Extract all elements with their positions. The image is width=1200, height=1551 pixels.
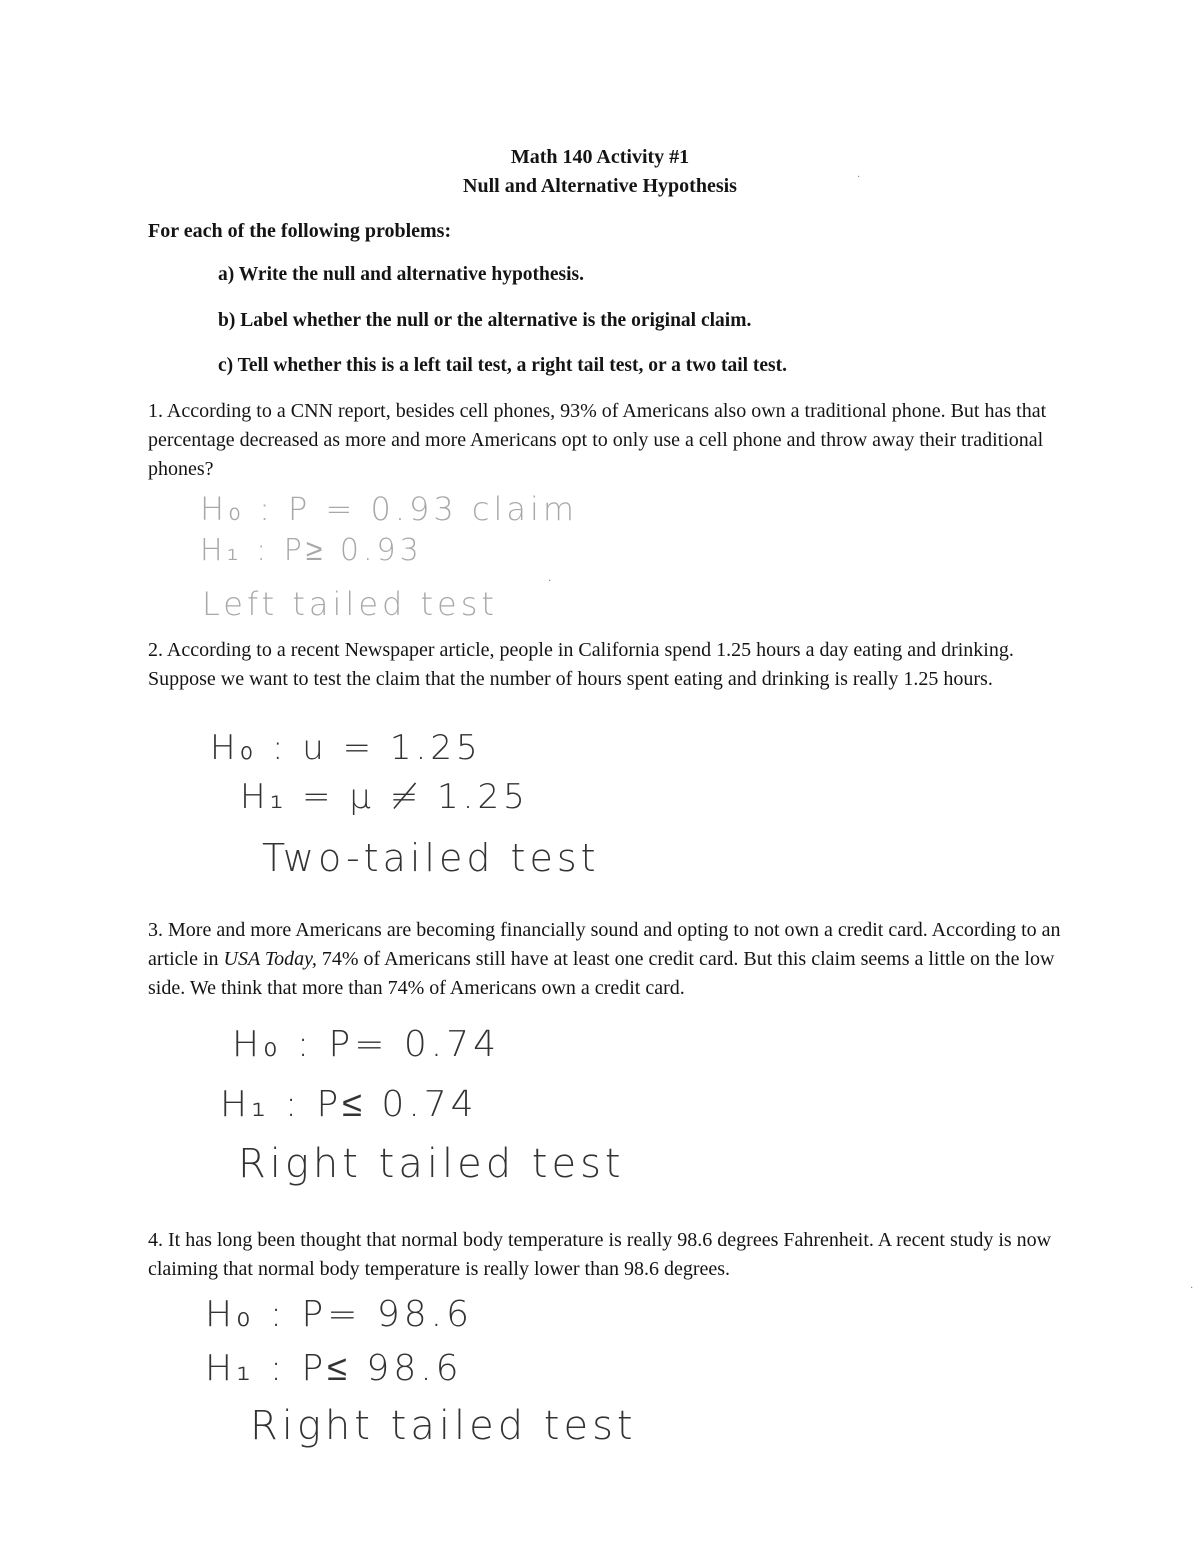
problem-3-alt-hypothesis: H₁ : P≤ 0.74 xyxy=(220,1084,478,1125)
problem-2-tail-type: Two-tailed test xyxy=(262,836,600,880)
worksheet-subtitle: Null and Alternative Hypothesis xyxy=(463,175,737,197)
problem-4-null-hypothesis: H₀ : P= 98.6 xyxy=(205,1294,473,1335)
problem-3-null-hypothesis: H₀ : P= 0.74 xyxy=(232,1024,500,1065)
problem-1-alt-hypothesis: H₁ : P≥ 0.93 xyxy=(200,533,423,568)
instructions-heading: For each of the following problems: xyxy=(148,220,452,242)
problem-1-text: 1. According to a CNN report, besides cell phones, 93% of Americans also own a traditional phone. But has that percentage decreased as more and more Americans opt to only use a cell phone and throw away their traditional phones? xyxy=(148,400,1047,480)
scan-speck: · xyxy=(548,576,552,587)
problem-4-tail-type: Right tailed test xyxy=(250,1403,637,1449)
problem-3-text-end: 74% of Americans still have at least one credit card. But this claim seems a little on the low side. We think that more than 74% of Americans own a credit card. xyxy=(148,948,1055,999)
problem-3-tail-type: Right tailed test xyxy=(238,1141,625,1187)
worksheet-title: Math 140 Activity #1 xyxy=(510,146,690,168)
problem-3-text-start: 3. More and more Americans are becoming financially sound and opting to not own a credit card. According to an article in xyxy=(148,919,1061,970)
problem-2-text: 2. According to a recent Newspaper article, people in California spend 1.25 hours a day eating and drinking. Suppose we want to test the claim that the number of hours spent eating and drinking is really 1.25 hours. xyxy=(148,639,1014,690)
problem-1-tail-type: Left tailed test xyxy=(202,585,498,623)
problem-3-publication: USA Today, xyxy=(223,948,317,970)
problem-4-text: 4. It has long been thought that normal body temperature is really 98.6 degrees Fahrenheit. A recent study is now claiming that normal body temperature is really lower than 98.6 degrees. xyxy=(148,1229,1052,1280)
problem-2-alt-hypothesis: H₁ = μ ≠ 1.25 xyxy=(240,777,529,817)
scan-speck: · xyxy=(1190,1283,1194,1294)
instruction-a: a) Write the null and alternative hypothesis. xyxy=(218,264,585,285)
scan-speck: · xyxy=(857,172,861,183)
problem-1-null-hypothesis: H₀ : P = 0.93 claim xyxy=(200,490,579,528)
instruction-c: c) Tell whether this is a left tail test, a right tail test, or a two tail test. xyxy=(218,355,788,376)
problem-2-null-hypothesis: H₀ : u = 1.25 xyxy=(210,728,482,768)
instruction-b: b) Label whether the null or the alternative is the original claim. xyxy=(218,310,752,331)
problem-3-text xyxy=(148,916,1063,1003)
problem-4-alt-hypothesis: H₁ : P≤ 98.6 xyxy=(205,1348,463,1389)
